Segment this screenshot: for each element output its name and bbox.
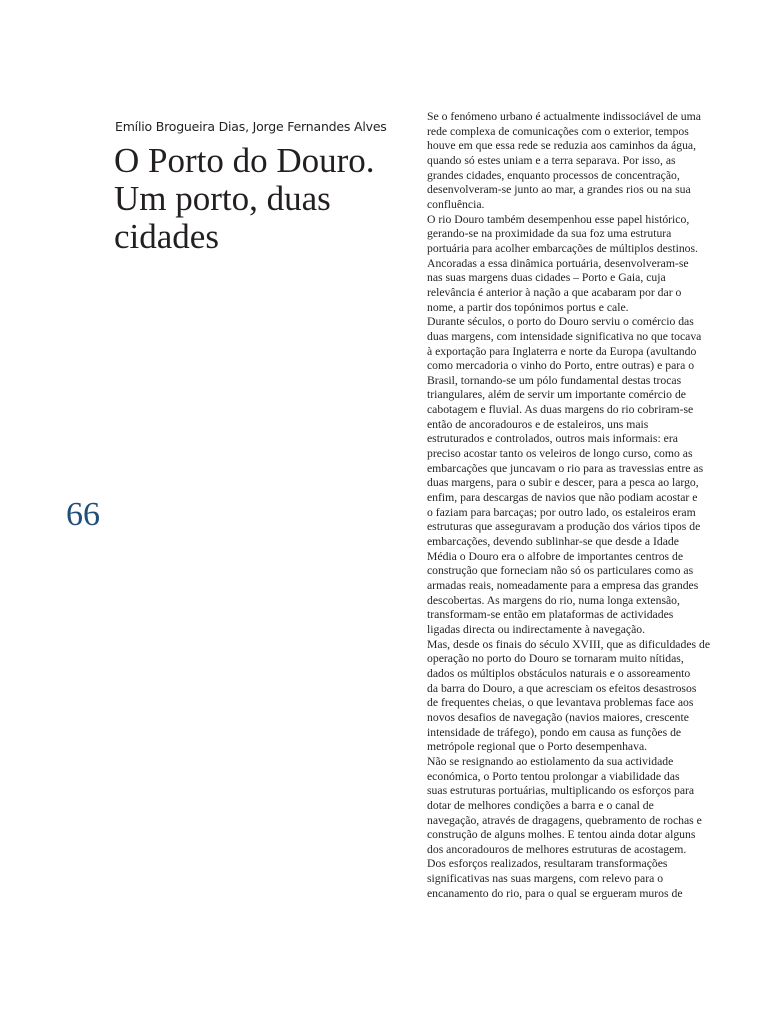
body-line: nome, a partir dos topónimos portus e cale.: [427, 300, 629, 314]
body-line: económica, o Porto tentou prolongar a viabilidade das: [427, 769, 680, 783]
body-line: dados os múltiplos obstáculos naturais e o assoreamento: [427, 666, 691, 680]
body-line: transformam-se então em plataformas de actividades: [427, 608, 674, 622]
body-line: triangulares, além de servir um importante comércio de: [427, 388, 686, 402]
body-line: nas suas margens duas cidades – Porto e Gaia, cuja: [427, 271, 666, 285]
body-line: à exportação para Inglaterra e norte da Europa (avultando: [427, 344, 697, 358]
body-line: de frequentes cheias, o que levantava problemas face aos: [427, 696, 694, 710]
title-line: O Porto do Douro.: [114, 141, 375, 180]
body-line: enfim, para descargas de navios que não podiam acostar e: [427, 491, 698, 505]
body-line: construção de alguns molhes. E tentou ainda dotar alguns: [427, 828, 696, 842]
body-line: Média o Douro era o alfobre de importantes centros de: [427, 549, 684, 563]
article-authors: Emílio Brogueira Dias, Jorge Fernandes Alves: [115, 119, 387, 134]
body-line: relevância é anterior à nação a que acabaram por dar o: [427, 285, 682, 299]
body-line: Durante séculos, o porto do Douro serviu o comércio das: [427, 315, 694, 329]
body-line: confluência.: [427, 197, 485, 211]
body-line: duas margens, para o subir e descer, para a pesca ao largo,: [427, 476, 699, 490]
body-line: Não se resignando ao estiolamento da sua actividade: [427, 754, 674, 768]
body-line: estruturas que asseguravam a produção dos vários tipos de: [427, 520, 701, 534]
body-line: gerando-se na proximidade da sua foz uma estrutura: [427, 227, 672, 241]
body-line: estruturados e controlados, outros mais informais: era: [427, 432, 678, 446]
body-line: construção que forneciam não só os particulares como as: [427, 564, 694, 578]
body-line: desenvolveram-se junto ao mar, a grandes rios ou na sua: [427, 183, 691, 197]
body-line: dotar de melhores condições a barra e o canal de: [427, 798, 654, 812]
body-line: Se o fenómeno urbano é actualmente indissociável de uma: [427, 110, 701, 123]
body-line: ligadas directa ou indirectamente à navegação.: [427, 622, 646, 636]
body-line: Dos esforços realizados, resultaram transformações: [427, 857, 668, 871]
body-line: houve em que essa rede se reduzia aos caminhos da água,: [427, 139, 697, 153]
body-line: grandes cidades, enquanto processos de concentração,: [427, 168, 680, 182]
body-line: encanamento do rio, para o qual se ergueram muros de: [427, 886, 683, 900]
body-line: como mercadoria o vinho do Porto, entre outras) e para o: [427, 359, 695, 373]
body-line: descobertas. As margens do rio, numa longa extensão,: [427, 593, 680, 607]
body-line: quando só estes uniam e a terra separava. Por isso, as: [427, 153, 676, 167]
body-line: cabotagem e fluvial. As duas margens do rio cobriram-se: [427, 403, 694, 417]
article-body: [427, 110, 739, 901]
body-line: navegação, através de dragagens, quebramento de rochas e: [427, 813, 702, 827]
body-line: rede complexa de comunicações com o exterior, tempos: [427, 124, 689, 138]
body-line: embarcações que juncavam o rio para as travessias entre as: [427, 461, 704, 475]
body-line: o faziam para barcaças; por outro lado, os estaleiros eram: [427, 505, 696, 519]
body-line: então de ancoradouros e de estaleiros, uns mais: [427, 417, 649, 431]
body-line: da barra do Douro, a que acresciam os efeitos desastrosos: [427, 681, 697, 695]
body-line: duas margens, com intensidade significativa no que tocava: [427, 329, 702, 343]
body-line: novos desafios de navegação (navios maiores, crescente: [427, 710, 689, 724]
body-line: metrópole regional que o Porto desempenhava.: [427, 740, 648, 754]
body-line: preciso acostar tanto os veleiros de longo curso, como as: [427, 447, 693, 461]
body-line: portuária para acolher embarcações de múltiplos destinos.: [427, 241, 698, 255]
body-line: O rio Douro também desempenhou esse papel histórico,: [427, 212, 690, 226]
body-line: significativas nas suas margens, com relevo para o: [427, 872, 664, 886]
body-line: intensidade de tráfego), pondo em causa as funções de: [427, 725, 682, 739]
body-line: suas estruturas portuárias, multiplicando os esforços para: [427, 784, 695, 798]
page-number: 66: [66, 496, 100, 533]
body-line: operação no porto do Douro se tornaram muito nítidas,: [427, 652, 684, 666]
body-line: Brasil, tornando-se um pólo fundamental destas trocas: [427, 373, 682, 387]
title-line: cidades: [114, 217, 219, 256]
body-line: armadas reais, nomeadamente para a empresa das grandes: [427, 579, 699, 592]
title-line: Um porto, duas: [114, 179, 331, 218]
body-line: Ancoradas a essa dinâmica portuária, desenvolveram-se: [427, 256, 689, 270]
body-line: embarcações, devendo sublinhar-se que desde a Idade: [427, 535, 679, 549]
body-line: Mas, desde os finais do século XVIII, que as dificuldades de: [427, 637, 711, 651]
body-line: dos ancoradouros de melhores estruturas de acostagem.: [427, 842, 687, 856]
article-title: [114, 142, 414, 256]
